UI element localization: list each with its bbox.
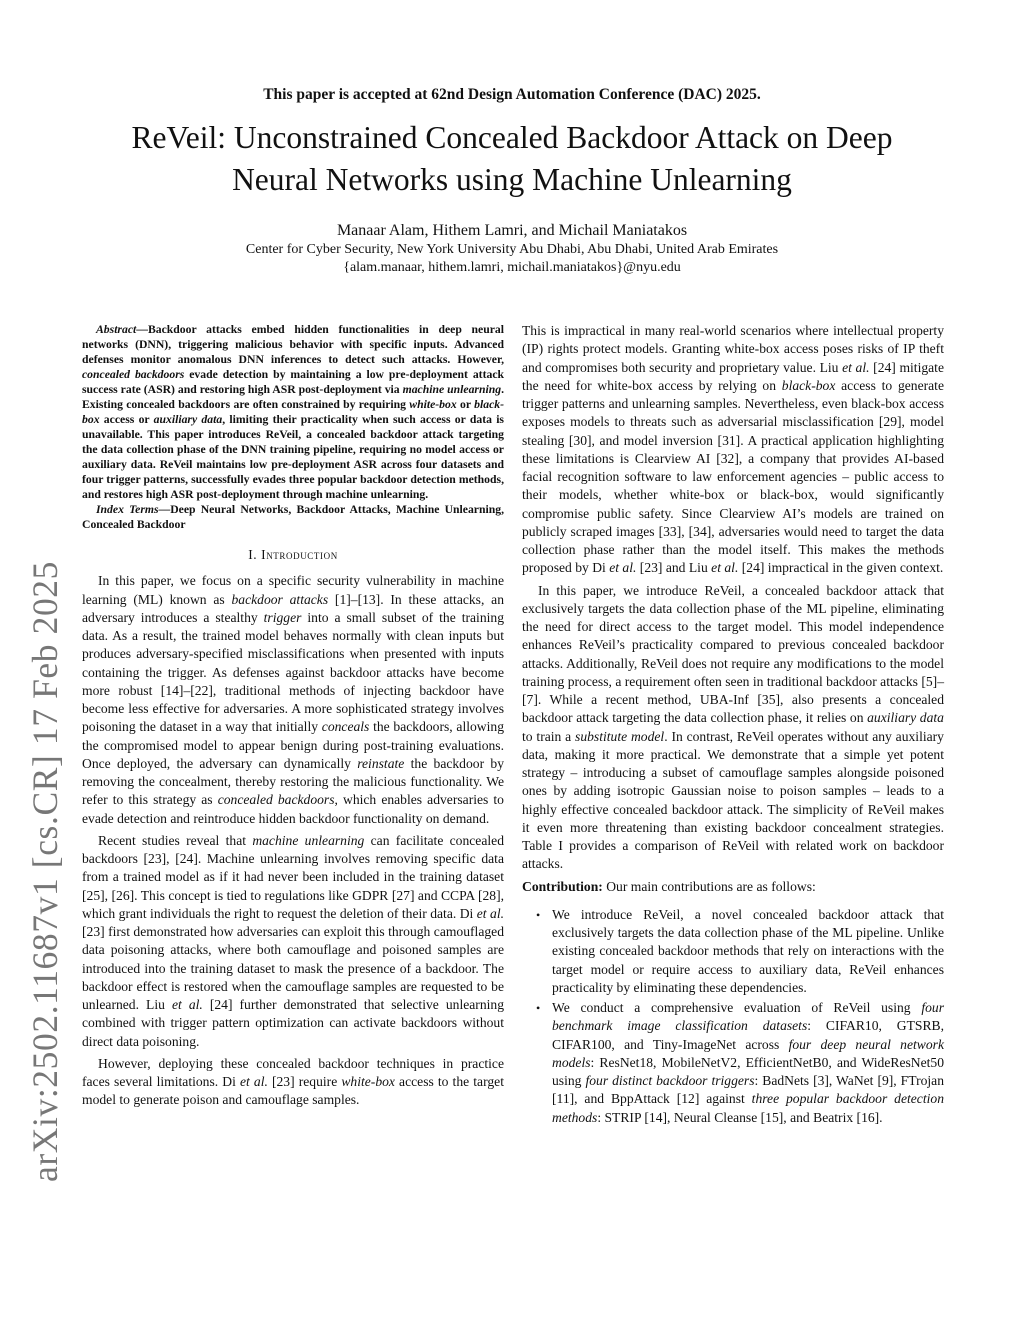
abstract-lead: Abstract (96, 323, 137, 336)
affiliation: Center for Cyber Security, New York University Abu Dhabi, Abu Dhabi, United Arab Emirates (245, 242, 779, 257)
index-terms-text: —Deep Neural Networks, Backdoor Attacks, Machine Unlearning, Concealed Backdoor (82, 503, 504, 531)
contribution-item-text: We conduct a comprehensive evaluation of ReVeil using four benchmark image classification datasets: CIFAR10, GTSRB, CIFAR100, and Tiny-ImageNet across four deep neural network models: ResNet18, MobileNetV2, EfficientNetB0, and WideResNet50 using four distinct backdoor triggers: BadNets [3], WaNet [9], FTrojan [11], and BppAttack [12] against three popular backdoor detection methods: STRIP [14], Neural Cleanse [15], and Beatrix [16]. (552, 1000, 944, 1125)
bullet-icon: • (536, 1001, 541, 1015)
contribution-list (522, 906, 944, 1127)
left-column (82, 322, 504, 1114)
arxiv-identifier: arXiv:2502.11687v1 [cs.CR] 17 Feb 2025 (25, 561, 65, 1182)
author-list: Manaar Alam, Hithem Lamri, and Michail Maniatakos (336, 222, 688, 239)
bullet-icon: • (536, 907, 541, 922)
contribution-text: Our main contributions are as follows: (602, 878, 816, 894)
intro-paragraph: However, deploying these concealed backdoor techniques in practice faces several limitations. Di et al. [23] require white-box access to the target model to generate poison and camouflage samples. (82, 1055, 504, 1108)
section-heading-introduction: I. Introduction (248, 547, 338, 562)
intro-paragraph: In this paper, we focus on a specific security vulnerability in machine learning (ML) known as backdoor attacks [1]–[13]. In these attacks, an adversary introduces a stealthy trigger into a small subset of the training data. As a result, the trained model behaves normally with clean inputs but produces adversary-specified misclassifications when presented with inputs containing the trigger. As defenses against backdoor attacks have become more robust [14]–[22], traditional methods of injecting backdoor have become less effective for adversaries. A more sophisticated strategy involves poisoning the dataset in a way that initially conceals the backdoors, allowing the compromised model to appear benign during post-training evaluations. Once deployed, the adversary can dynamically reinstate the backdoor by removing the concealment, thereby restoring the malicious functionality. We refer to this strategy as concealed backdoors, which enables adversaries to evade detection and reintroduce hidden backdoor functionality on demand. (82, 573, 505, 826)
acceptance-note: This paper is accepted at 62nd Design Automation Conference (DAC) 2025. (263, 86, 761, 103)
abstract (82, 322, 504, 502)
intro-paragraph: In this paper, we introduce ReVeil, a concealed backdoor attack that exclusively targets the data collection phase of the ML pipeline, eliminating the need for direct access to the target model. This model independence enhances ReVeil’s practicality compared to previous concealed backdoor attacks. Additionally, ReVeil does not require any modifications to the model training process, a requirement often seen in traditional backdoor attacks [5]–[7]. While a recent method, UBA-Inf [35], also presents a concealed backdoor attack targeting the data collection phase, it relies on auxiliary data to train a substitute model. In contrast, ReVeil operates without any auxiliary data, making it more practical. We demonstrate that a simple yet potent strategy – introducing a subset of camouflage samples alongside poisoned ones by adding isotropic Gaussian noise to poison samples – leads to a highly effective concealed backdoor attack. The simplicity of ReVeil makes it even more threatening than existing backdoor concealment strategies. Table I provides a comparison of ReVeil with related work on backdoor attacks. (522, 582, 944, 872)
contribution-item-text: We introduce ReVeil, a novel concealed backdoor attack that exclusively targets the data collection phase of the ML pipeline. Unlike existing concealed backdoor methods that rely on interactions with the target model or require access to auxiliary data, ReVeil enhances practicality by eliminating these dependencies. (552, 906, 944, 995)
index-terms-lead: Index Terms (96, 503, 159, 516)
author-emails: {alam.manaar, hithem.lamri, michail.maniatakos}@nyu.edu (343, 260, 681, 275)
intro-paragraph: Recent studies reveal that machine unlearning can facilitate concealed backdoors [23], [24]. Machine unlearning involves removing specific data from a trained model as if it had never been included in the training dataset [25], [26]. This concept is tied to regulations like GDPR [27] and CCPA [28], which grant individuals the right to request the deletion of their data. Di et al. [23] first demonstrated how adversaries can exploit this through camouflaged data poisoning attacks, where both camouflage and poisoned samples are introduced into the training dataset to mask the presence of a backdoor. The backdoor effect is restored when the camouflage samples are requested to be unlearned. Liu et al. [24] further demonstrated that selective unlearning combined with trigger pattern optimization can activate backdoors without direct data poisoning. (82, 832, 504, 1049)
contribution-item (522, 906, 944, 997)
index-terms (82, 502, 504, 532)
abstract-text: —Backdoor attacks embed hidden functionalities in deep neural networks (DNN), triggering malicious behavior with specific inputs. Advanced defenses monitor anomalous DNN inferences to detect such attacks. However, concealed backdoors evade detection by maintaining a low pre-deployment attack success rate (ASR) and restoring high ASR post-deployment via machine unlearning. Existing concealed backdoors are often constrained by requiring white-box or black-box access or auxiliary data, limiting their practicality when such access or data is unavailable. This paper introduces ReVeil, a concealed backdoor attack targeting the data collection phase of the DNN training pipeline, requiring no model access or auxiliary data. ReVeil maintains low pre-deployment ASR across four datasets and four trigger patterns, successfully evades three popular backdoor detection methods, and restores high ASR post-deployment through machine unlearning. (82, 323, 505, 501)
paper-title: ReVeil: Unconstrained Concealed Backdoor Attack on Deep Neural Networks using Machine Unlearning (131, 120, 893, 197)
right-column (522, 322, 944, 1129)
contribution-heading (522, 878, 944, 896)
contribution-item (522, 999, 944, 1127)
contribution-lead: Contribution: (522, 878, 603, 894)
intro-paragraph-continued: This is impractical in many real-world scenarios where intellectual property (IP) rights protect models. Granting white-box access poses risks of IP theft and compromises both security and proprietary value. Liu et al. [24] mitigate the need for white-box access by relying on black-box access to generate trigger patterns and unlearning samples. Nevertheless, even black-box access exposes models to threats such as adversarial misclassification [29], model stealing [30], and model inversion [31]. A practical application highlighting these limitations is Clearview AI [32], a company that provides AI-based facial recognition software to law enforcement agencies – public access to their models, whether white-box or black-box, would significantly compromise public safety. Since Clearview AI’s models are trained on publicly scraped images [33], [34], adversaries would need to target the data collection phase rather than the model itself. This makes the methods proposed by Di et al. [23] and Liu et al. [24] impractical in the given context. (522, 323, 944, 576)
